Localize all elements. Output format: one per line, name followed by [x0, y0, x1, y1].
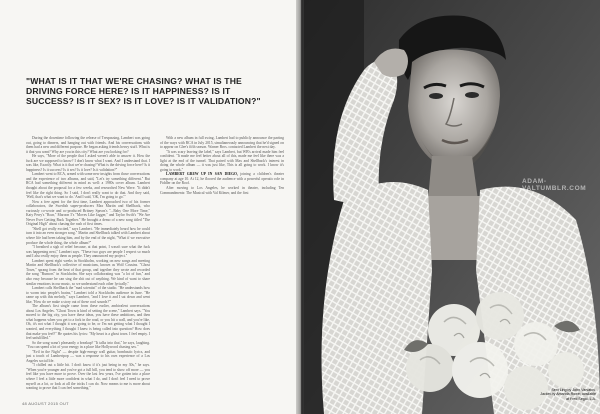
- eye-right: [465, 92, 479, 98]
- right-page-photo: [304, 0, 600, 414]
- article-body: [26, 136, 284, 394]
- photo-credit: Sent Ling by John Varvatos. Jacket by Amanda Rowe; available at Fred Segal, L.A.: [540, 388, 596, 401]
- article-paragraph-subhead: [160, 172, 284, 186]
- article-paragraph: "I breathed a sigh of relief because, at that point, I wasn't sure what the fuck was happening next," Lambert says. "These two guys are people I respect so much and I also really enjoy them as people. They announced my project.": [26, 245, 150, 259]
- portrait-photo: [304, 0, 600, 414]
- chest: [422, 196, 484, 260]
- pull-quote: "WHAT IS IT THAT WE'RE CHASING? WHAT IS THE DRIVING FORCE HERE? IS IT HAPPINESS? IS IT SUCCESS? IS IT SEX? IS IT LOVE? IS IT VALIDATION?": [26, 76, 261, 107]
- eye-left: [429, 93, 443, 99]
- article-paragraph: So the song wasn't pleasantly a breakup? "It talks into that," he says, laughing. "You can spend a lot of your energy in a place like Hollywood chasing sex.": [26, 340, 150, 350]
- subhead-body: joining a children's theater company at age 10. At 12, he floored the audience with a powerful operatic role in Fiddler on the Roof.: [160, 172, 284, 186]
- article-paragraph: Lambert went to RCA, armed with some new insights from those conversations and the experience of two albums, and said, "Let's try something different." But RCA had something different in mind as well: a 1980s cover album. Lambert thought about the proposal for a few weeks, and researched New Wave. "It didn't feel like the right thing. So I said, I don't really want to do that. And they said, 'Well, that's what we want to do.' And I said, 'OK, I'm going to go.'": [26, 172, 150, 200]
- article-paragraph: He says, "More of the people that I asked weren't able to answer it. How the fuck are we supposed to know? I don't know what I want. And I understand that. I was like, Exactly. What is it that we're chasing? What is the driving force here? Is it happiness? Is it success? Is it sex? Is it love? Is it validation?": [26, 154, 150, 172]
- article-paragraph: "Shell got really excited," says Lambert. "He immediately heard how he could turn it into an even stronger song." Martin and Shellback talked with Lambert about where life had been taking him, and by the end of the night, "What if we executive produce the whole thing, the whole album?": [26, 226, 150, 245]
- article-paragraph: During the downtime following the release of Trespassing, Lambert was going out, going to dinners, and hanging out with friends. And his conversations with them had a new and different purpose. He began asking friends heavy stuff. What is it that you want? Why are you in this city? What are you looking for?: [26, 136, 150, 154]
- watermark: ADAM-VALTUMBLR.COM: [522, 178, 587, 192]
- article-paragraph: Lambert calls Shellback the "mad scientist" of the studio. "He understands how to worm into people's brains," Lambert told a Stockholm audience in June. "He came up with this melody," says Lambert, "and I love it and I sat down and went like, 'How do we make a story out of these cool sounds?'": [26, 286, 150, 304]
- section-subhead: LAMBERT GREW UP IN SAN DIEGO,: [166, 172, 238, 177]
- article-paragraph: After moving to Los Angeles, he worked in theater, including Ten Commandments: The Musical with Val Kilmer, and the first: [160, 186, 284, 195]
- article-paragraph: The album's first single came from these earlier, ambivalent conversations about Los Angeles. "Ghost Town is kind of setting the scene," Lambert says. "You moved to the big city, you have these ideas, you have these ambitions, and then what happens when you get to a fork in the road, or you hit a wall, and you're like, Oh, it's not what I thought it was going to be, or I'm not getting what I thought I wanted, and everything I thought I knew is being called into question? How does that make you feel?" He quotes his lyrics: "My heart is a ghost town. I feel empty. I feel unfulfilled.": [26, 304, 150, 341]
- article-paragraph: "I chilled out a little bit. I don't know if it's just being in my 30s," he says. "When you're younger and you've got a full bill, you tend to show off more — you feel like you have more to prove. Over the last few years, I've gotten into a place where I feel a little more confident in what I do, and I don't feel I need to prove myself as a lot, or look at all the tricks I can do. Now means to me is more about wanting to prove that I can feel something.": [26, 363, 150, 391]
- article-paragraph: Lambert spent eight weeks in Stockholm, working on new songs and meeting Martin and Shellback's collective of musicians, known as Wolf Cousins. "Ghost Town," sprang from the heat of that group, and together they wrote and recorded the song "Rumors" in Stockholm. She says collaborating was "a lot of fun," and also easy because he can sing the shit out of anything. We kind of want to share similar emotions in our music, so we understand each other lyrically.": [26, 258, 150, 286]
- article-paragraph: Now a free agent for the first time, Lambert approached two of his former collaborators, the Swedish super-producers Max Martin and Shellback, who variously co-wrote and co-produced Britney Spears's "...Baby One More Time," Katy Perry's "Roar," Maroon 5's "Moves Like Jagger," and Taylor Swift's "We Are Never Ever Getting Back Together." He brought a demo of a new song titled "The Original High" about chasing the rush of first times.: [26, 199, 150, 227]
- article-paragraph: "Evil in the Night" — despite high-energy wall guitar, bombastic lyrics, and just a touch of Lambertpop — was a response to his own experience of a Los Angeles social life.: [26, 349, 150, 363]
- article-paragraph: "It was scary leaving the label," says Lambert, but WB's arrival made him feel confident. "It made me feel better about all of this, made me feel like there was a light at the end of the tunnel. That paired with Max and Shellback's interest in doing the whole album — it was just like, This is all going to work. I know it's going to work.": [160, 149, 284, 172]
- page-folio: 48 AUGUST 2015 OUT: [22, 401, 69, 406]
- neck: [428, 156, 478, 200]
- article-paragraph: With a new album in full swing, Lambert had to publicly announce the parting of the ways with RCA in July 2015, simultaneously announcing that he'd signed on to appear on Glee's fifth season. Warner Bros. contacted Lambert the next day.: [160, 136, 284, 150]
- left-page: [0, 0, 298, 414]
